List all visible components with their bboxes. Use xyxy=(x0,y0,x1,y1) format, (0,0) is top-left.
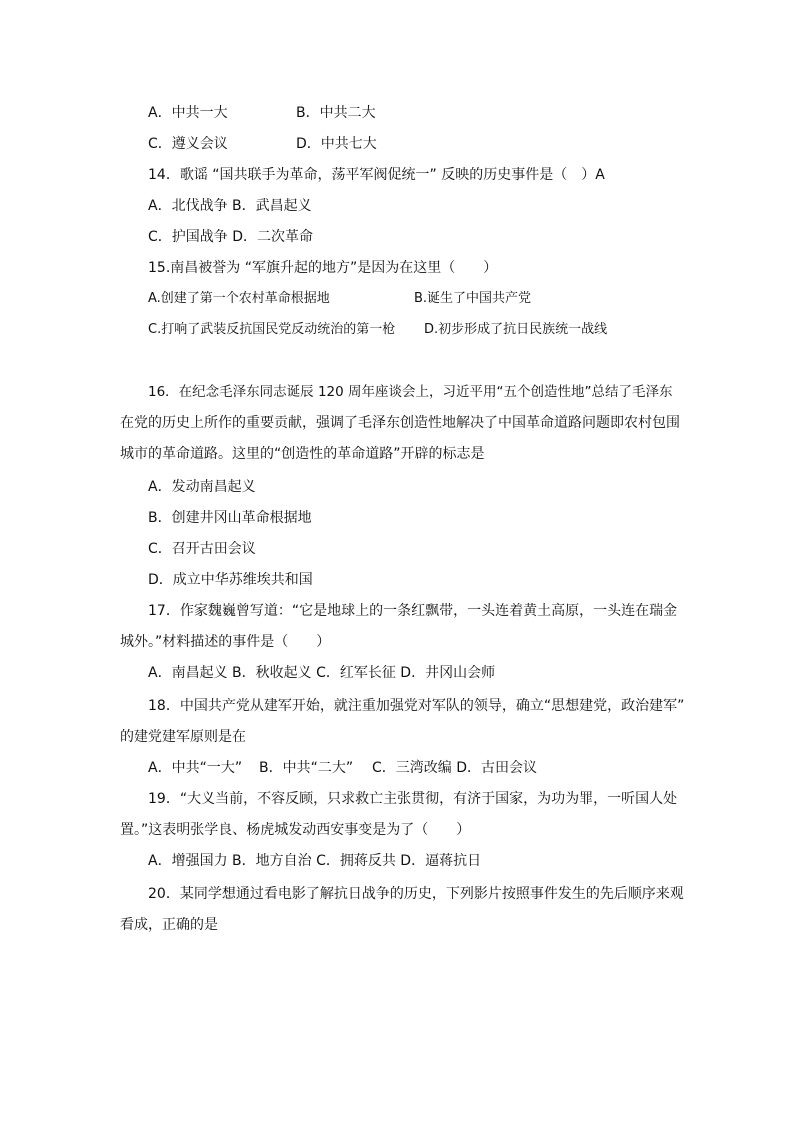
q16-stem-line1: 16．在纪念毛泽东同志诞辰 120 周年座谈会上，习近平用“五个创造性地”总结了毛泽东 xyxy=(148,384,673,400)
q16-option-a: A．发动南昌起义 xyxy=(148,479,256,495)
q15-option-a: A.创建了第一个农村革命根据地 xyxy=(148,291,330,306)
q15-stem: 15.南昌被誉为 “军旗升起的地方”是因为在这里（ ） xyxy=(148,260,498,276)
q20-stem-line2: 看成，正确的是 xyxy=(120,917,218,933)
q13-option-a: A．中共一大 xyxy=(148,105,228,121)
q16-option-b: B．创建井冈山革命根据地 xyxy=(148,510,312,526)
q15-option-d: D.初步形成了抗日民族统一战线 xyxy=(424,322,608,337)
q16-stem-line3: 城市的革命道路。这里的“创造性的革命道路”开辟的标志是 xyxy=(120,446,485,462)
q18-option-a: A．中共“一大” xyxy=(148,760,243,776)
q14-stem: 14．歌谣 “国共联手为革命，荡平军阀促统一” 反映的历史事件是（ ）A xyxy=(148,167,605,183)
q19-stem-line1: 19．“大义当前，不容反顾，只求救亡主张贯彻，有济于国家，为功为罪，一听国人处 xyxy=(148,791,678,807)
q13-option-c: C．遵义会议 xyxy=(148,136,228,152)
q14-options-ab: A．北伐战争 B．武昌起义 xyxy=(148,198,312,214)
q16-stem-line2: 在党的历史上所作的重要贡献，强调了毛泽东创造性地解决了中国革命道路问题即农村包围 xyxy=(120,415,680,431)
q16-option-c: C．召开古田会议 xyxy=(148,541,256,557)
q19-options: A．增强国力 B．地方自治 C．拥蒋反共 D．逼蒋抗日 xyxy=(148,853,482,869)
q18-stem-line2: 的建党建军原则是在 xyxy=(120,729,246,745)
q13-option-b: B．中共二大 xyxy=(296,105,376,121)
q15-option-c: C.打响了武装反抗国民党反动统治的第一枪 xyxy=(148,322,396,337)
q19-stem-line2: 置。”这表明张学良、杨虎城发动西安事变是为了（ ） xyxy=(120,822,471,838)
q18-option-b: B．中共“二大” xyxy=(259,760,354,776)
q13-option-d: D．中共七大 xyxy=(296,136,377,152)
q15-option-b: B.诞生了中国共产党 xyxy=(414,291,532,306)
q18-stem-line1: 18．中国共产党从建军开始，就注重加强党对军队的领导，确立“思想建党，政治建军” xyxy=(148,698,685,714)
q17-stem-line1: 17．作家魏巍曾写道：“它是地球上的一条红飘带，一头连着黄土高原，一头连在瑞金 xyxy=(148,603,678,619)
q17-options: A．南昌起义 B．秋收起义 C．红军长征 D．井冈山会师 xyxy=(148,665,496,681)
q17-stem-line2: 城外。”材料描述的事件是（ ） xyxy=(120,634,331,650)
q20-stem-line1: 20．某同学想通过看电影了解抗日战争的历史，下列影片按照事件发生的先后顺序来观 xyxy=(148,886,684,902)
q18-options-cd: C．三湾改编 D．古田会议 xyxy=(372,760,538,776)
q14-options-cd: C．护国战争 D．二次革命 xyxy=(148,229,314,245)
q16-option-d: D．成立中华苏维埃共和国 xyxy=(148,572,313,588)
